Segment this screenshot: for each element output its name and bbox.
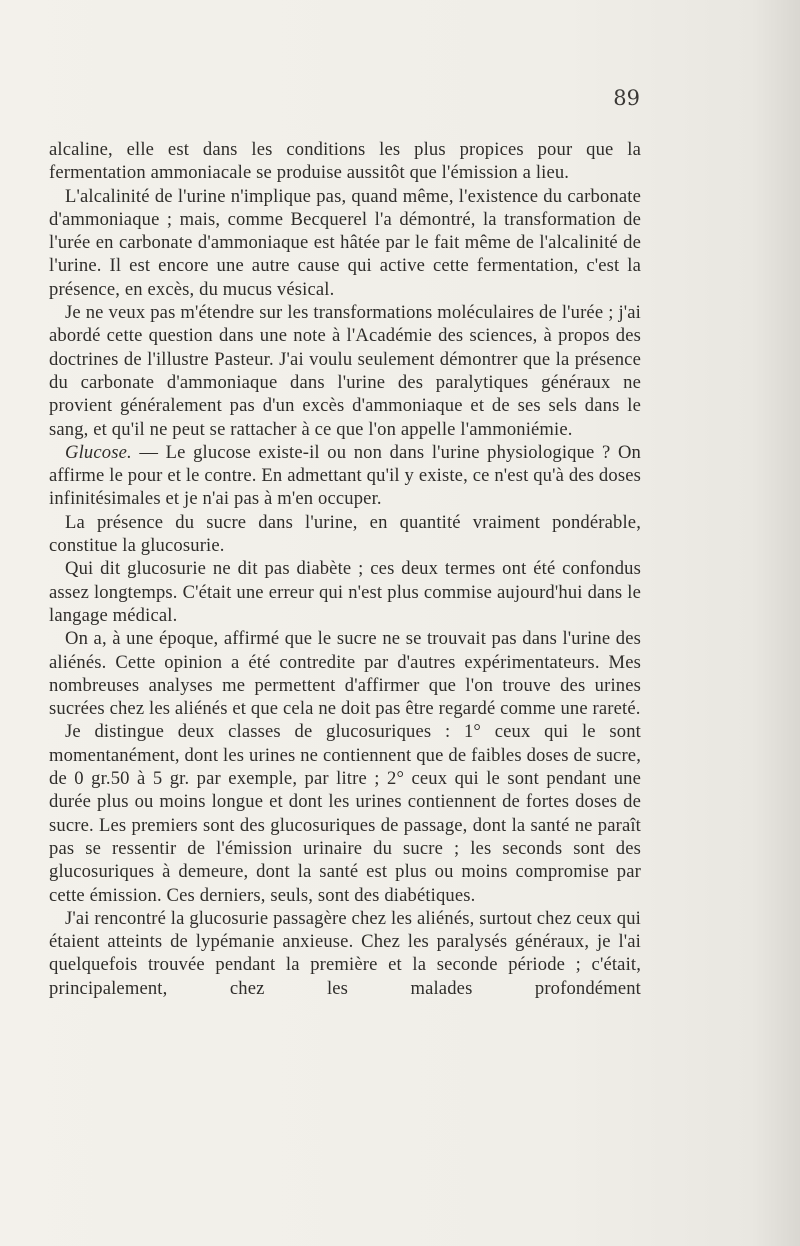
paragraph-9: J'ai rencontré la glucosurie passagère chez les aliénés, surtout chez ceux qui étaient atteints de lypémanie anxieuse. Chez les paralysés généraux, je l'ai quelquefois trouvée pendant la première et la seconde période ; c'était, principalement, chez les malades profondément <box>49 907 641 999</box>
paragraph-2: L'alcalinité de l'urine n'implique pas, quand même, l'existence du carbonate d'ammoniaque ; mais, comme Becquerel l'a démontré, la transformation de l'urée en carbonate d'ammoniaque est hâtée par le fait même de l'alcalinité de l'urine. Il est encore une autre cause qui active cette fermentation, c'est la présence, en excès, du mucus vésical. <box>49 185 641 300</box>
paragraph-7: On a, à une époque, affirmé que le sucre ne se trouvait pas dans l'urine des aliénés. Cette opinion a été contredite par d'autres expérimentateurs. Mes nombreuses analyses me permettent d'affirmer que l'on trouve des urines sucrées chez les aliénés et que cela ne doit pas être regardé comme une rareté. <box>49 628 641 720</box>
glucose-heading: Glucose. <box>65 441 132 463</box>
paragraph-1: alcaline, elle est dans les conditions les plus propices pour que la fermentation ammoniacale se produise aussitôt que l'émission a lieu. <box>49 139 641 184</box>
paragraph-3: Je ne veux pas m'étendre sur les transformations moléculaires de l'urée ; j'ai abordé cette question dans une note à l'Académie des sciences, à propos des doctrines de l'illustre Pasteur. J'ai voulu seulement démontrer que la présence du carbonate d'ammoniaque dans l'urine des paralytiques généraux ne provient généralement pas d'un excès d'ammoniaque et de ses sels dans le sang, et qu'il ne peut se rattacher à ce que l'on appelle l'ammoniémie. <box>49 302 641 440</box>
page-number: 89 <box>613 86 640 110</box>
body-text <box>49 138 641 1000</box>
paragraph-4: — Le glucose existe-il ou non dans l'urine physiologique ? On affirme le pour et le contre. En admettant qu'il y existe, ce n'est qu'à des doses infinitésimales et je n'ai pas à m'en occuper. <box>49 441 641 510</box>
paragraph-8: Je distingue deux classes de glucosuriques : 1° ceux qui le sont momentanément, dont les urines ne contiennent que de faibles doses de sucre, de 0 gr.50 à 5 gr. par exemple, par litre ; 2° ceux qui le sont pendant une durée plus ou moins longue et dont les urines contiennent de fortes doses de sucre. Les premiers sont des glucosuriques de passage, dont la santé ne paraît pas se ressentir de l'émission urinaire du sucre ; les seconds sont des glucosuriques à demeure, dont la santé est plus ou moins compromise par cette émission. Ces derniers, seuls, sont des diabétiques. <box>49 721 641 906</box>
paragraph-6: Qui dit glucosurie ne dit pas diabète ; ces deux termes ont été confondus assez longtemps. C'était une erreur qui n'est plus commise aujourd'hui dans le langage médical. <box>49 558 641 626</box>
paragraph-5: La présence du sucre dans l'urine, en quantité vraiment pondérable, constitue la glucosurie. <box>49 511 641 557</box>
paragraph-glucose <box>49 441 641 511</box>
